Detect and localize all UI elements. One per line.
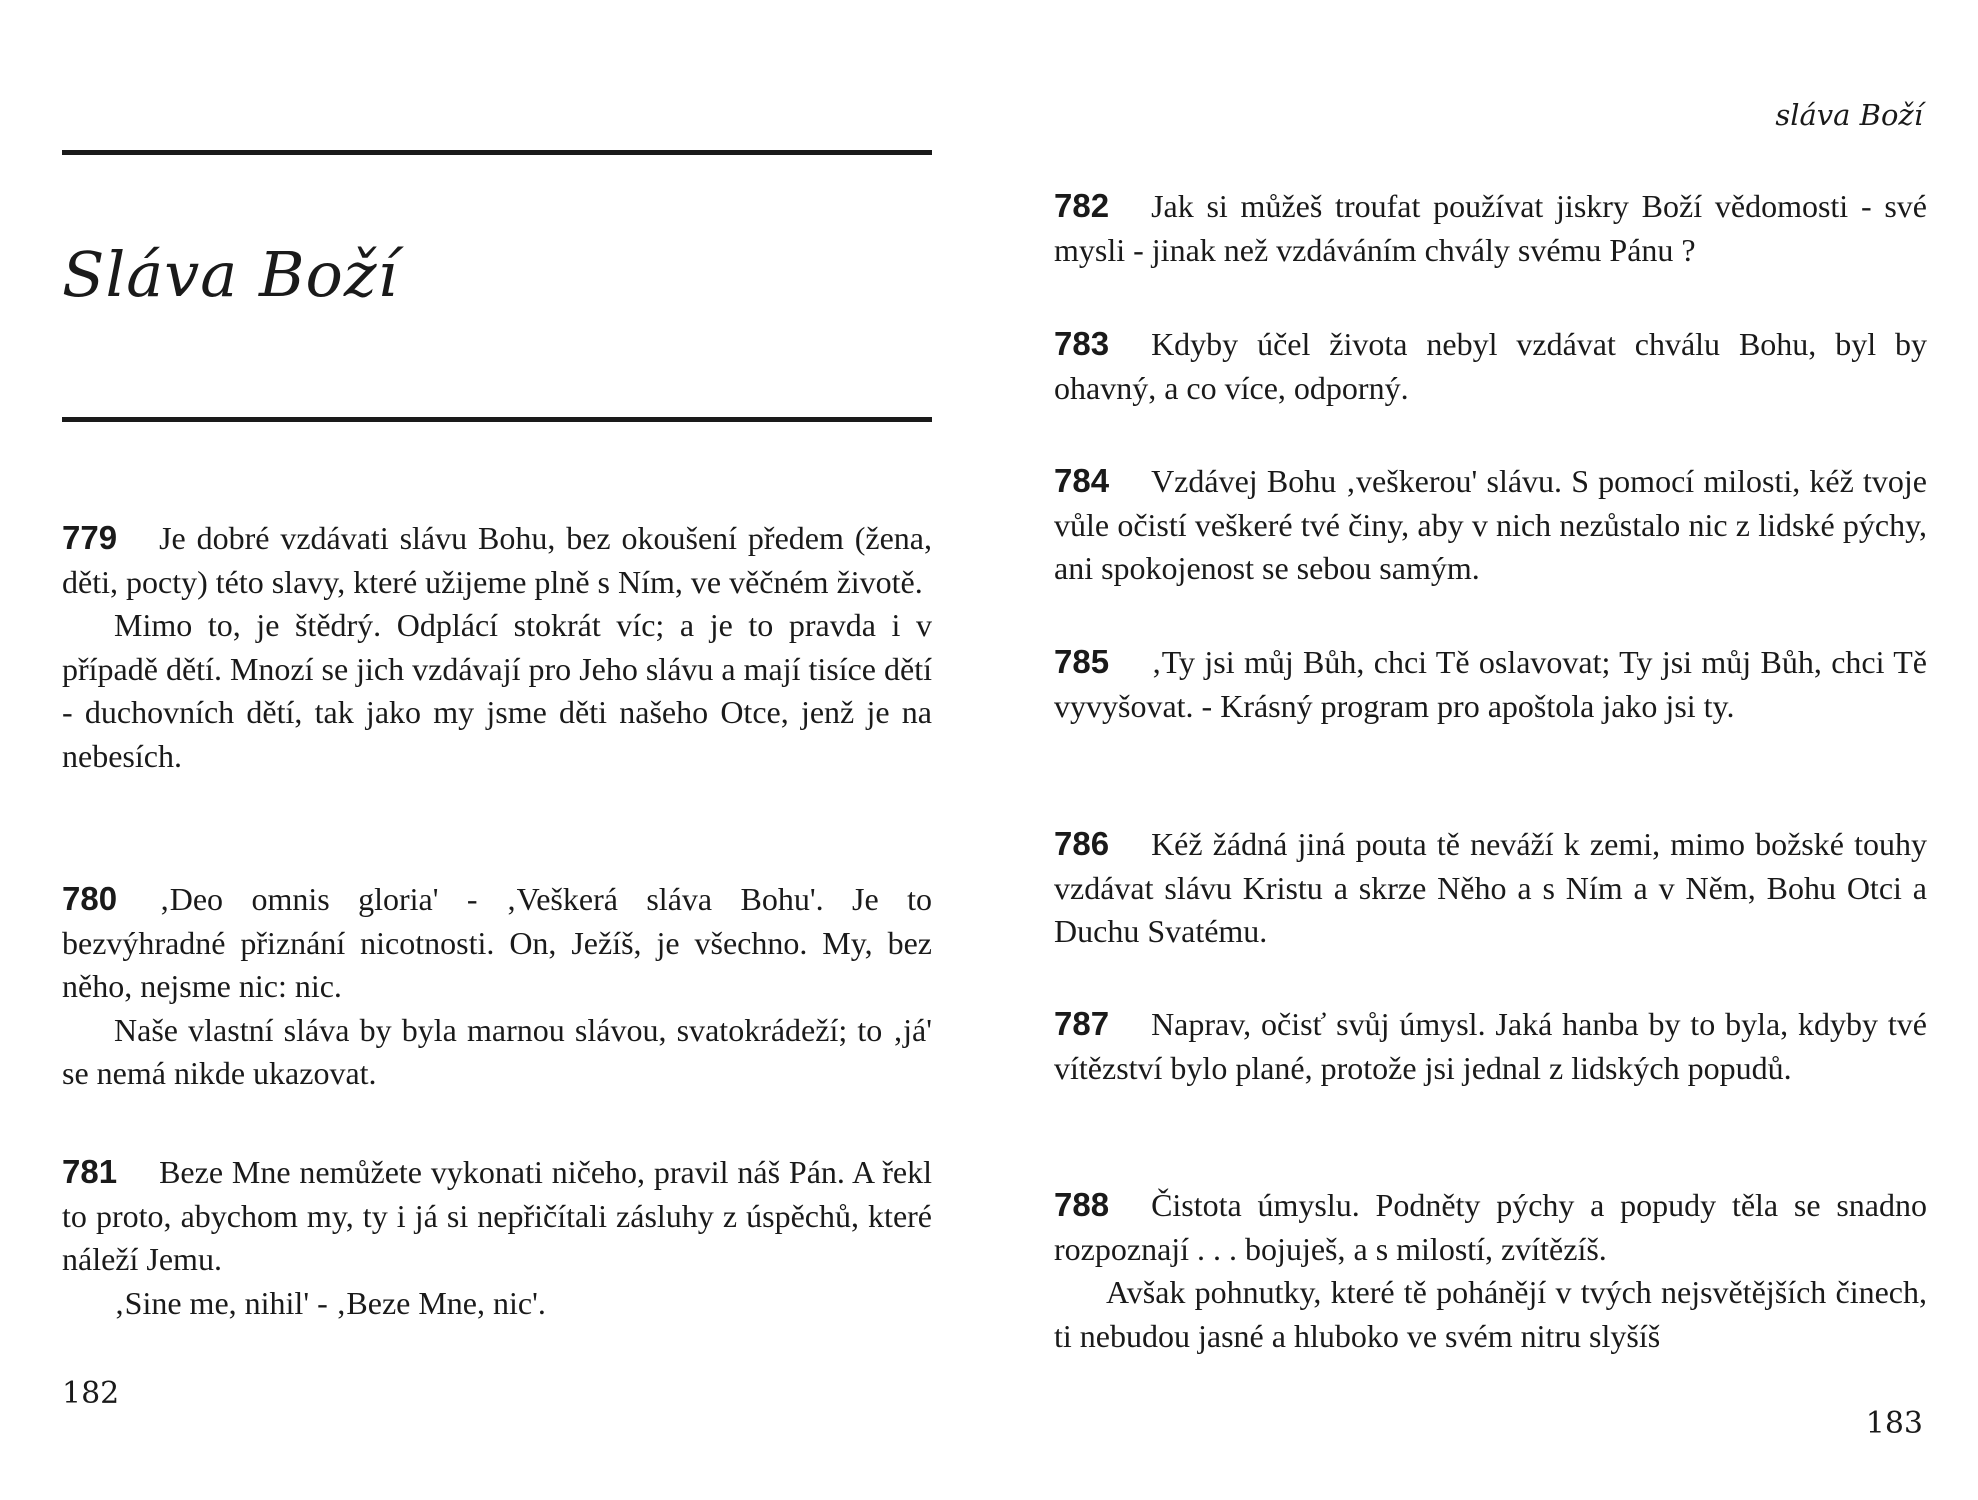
point-787 bbox=[1054, 1002, 1927, 1090]
point-number: 779 bbox=[62, 519, 118, 556]
page-number: 183 bbox=[1865, 1406, 1923, 1441]
point-text: Beze Mne nemůžete vykonati ničeho, pravil náš Pán. A řekl to proto, abychom my, ty i já si nepřičítali zásluhy z úspěchů, které náleží Jemu. bbox=[62, 1154, 932, 1277]
point-number: 780 bbox=[62, 880, 118, 917]
point-number: 786 bbox=[1054, 825, 1110, 862]
point-paragraph: ‚Sine me, nihil' - ‚Beze Mne, nic'. bbox=[114, 1284, 546, 1321]
point-number: 784 bbox=[1054, 462, 1110, 499]
point-782 bbox=[1054, 184, 1927, 272]
point-text: Vzdávej Bohu ‚veškerou' slávu. S pomocí milosti, kéž tvoje vůle očistí veškeré tvé činy, aby v nich nezůstalo nic z lidské pýchy, ani spokojenost se sebou samým. bbox=[1054, 463, 1927, 586]
running-head: sláva Boží bbox=[1775, 98, 1923, 132]
point-780 bbox=[62, 877, 932, 1096]
point-text: Je dobré vzdávati slávu Bohu, bez okoušení předem (žena, děti, pocty) této slavy, které užijeme plně s Ním, ve věčném životě. bbox=[62, 520, 932, 600]
point-text: ‚Deo omnis gloria' - ‚Veškerá sláva Bohu'. Je to bezvýhradné přiznání nicotnosti. On, Ježíš, je všechno. My, bez něho, nejsme nic: nic. bbox=[62, 881, 932, 1004]
point-text: Kdyby účel života nebyl vzdávat chválu Bohu, byl by ohavný, a co více, odporný. bbox=[1054, 326, 1927, 406]
point-paragraph: Avšak pohnutky, které tě pohánějí v tvých nejsvětějších činech, ti nebudou jasné a hluboko ve svém nitru slyšíš bbox=[1054, 1274, 1927, 1354]
point-786 bbox=[1054, 822, 1927, 954]
point-785 bbox=[1054, 640, 1927, 728]
right-page bbox=[989, 0, 1978, 1500]
point-text: Jak si můžeš troufat používat jiskry Boží vědomosti - své mysli - jinak než vzdáváním chvály svému Pánu ? bbox=[1054, 188, 1927, 268]
point-number: 787 bbox=[1054, 1005, 1110, 1042]
point-text: Kéž žádná jiná pouta tě neváží k zemi, mimo božské touhy vzdávat slávu Kristu a skrze Něho a s Ním a v Něm, Bohu Otci a Duchu Svatému. bbox=[1054, 826, 1927, 949]
point-paragraph: Naše vlastní sláva by byla marnou slávou, svatokrádeží; to ‚já' se nemá nikde ukazovat. bbox=[62, 1011, 932, 1091]
point-783 bbox=[1054, 322, 1927, 410]
point-number: 788 bbox=[1054, 1186, 1110, 1223]
title-rule-top bbox=[62, 150, 932, 155]
page-number: 182 bbox=[62, 1376, 120, 1411]
point-781 bbox=[62, 1150, 932, 1325]
point-number: 783 bbox=[1054, 325, 1110, 362]
point-text: ‚Ty jsi můj Bůh, chci Tě oslavovat; Ty jsi můj Bůh, chci Tě vyvyšovat. - Krásný program pro apoštola jako jsi ty. bbox=[1054, 644, 1927, 724]
chapter-title: Sláva Boží bbox=[62, 238, 399, 311]
point-text: Naprav, očisť svůj úmysl. Jaká hanba by to byla, kdyby tvé vítězství bylo plané, protože jsi jednal z lidských popudů. bbox=[1054, 1006, 1927, 1086]
point-text: Čistota úmyslu. Podněty pýchy a popudy těla se snadno rozpoznají . . . bojuješ, a s milostí, zvítězíš. bbox=[1054, 1187, 1927, 1267]
point-number: 782 bbox=[1054, 187, 1110, 224]
point-number: 781 bbox=[62, 1153, 118, 1190]
point-779 bbox=[62, 516, 932, 778]
point-784 bbox=[1054, 459, 1927, 591]
title-rule-bottom bbox=[62, 417, 932, 422]
point-paragraph: Mimo to, je štědrý. Odplácí stokrát víc; a je to pravda i v případě dětí. Mnozí se jich vzdávají pro Jeho slávu a mají tisíce dětí - duchovních dětí, tak jako my jsme děti našeho Otce, jenž je na nebesích. bbox=[62, 607, 932, 774]
point-number: 785 bbox=[1054, 643, 1110, 680]
point-788 bbox=[1054, 1183, 1927, 1358]
